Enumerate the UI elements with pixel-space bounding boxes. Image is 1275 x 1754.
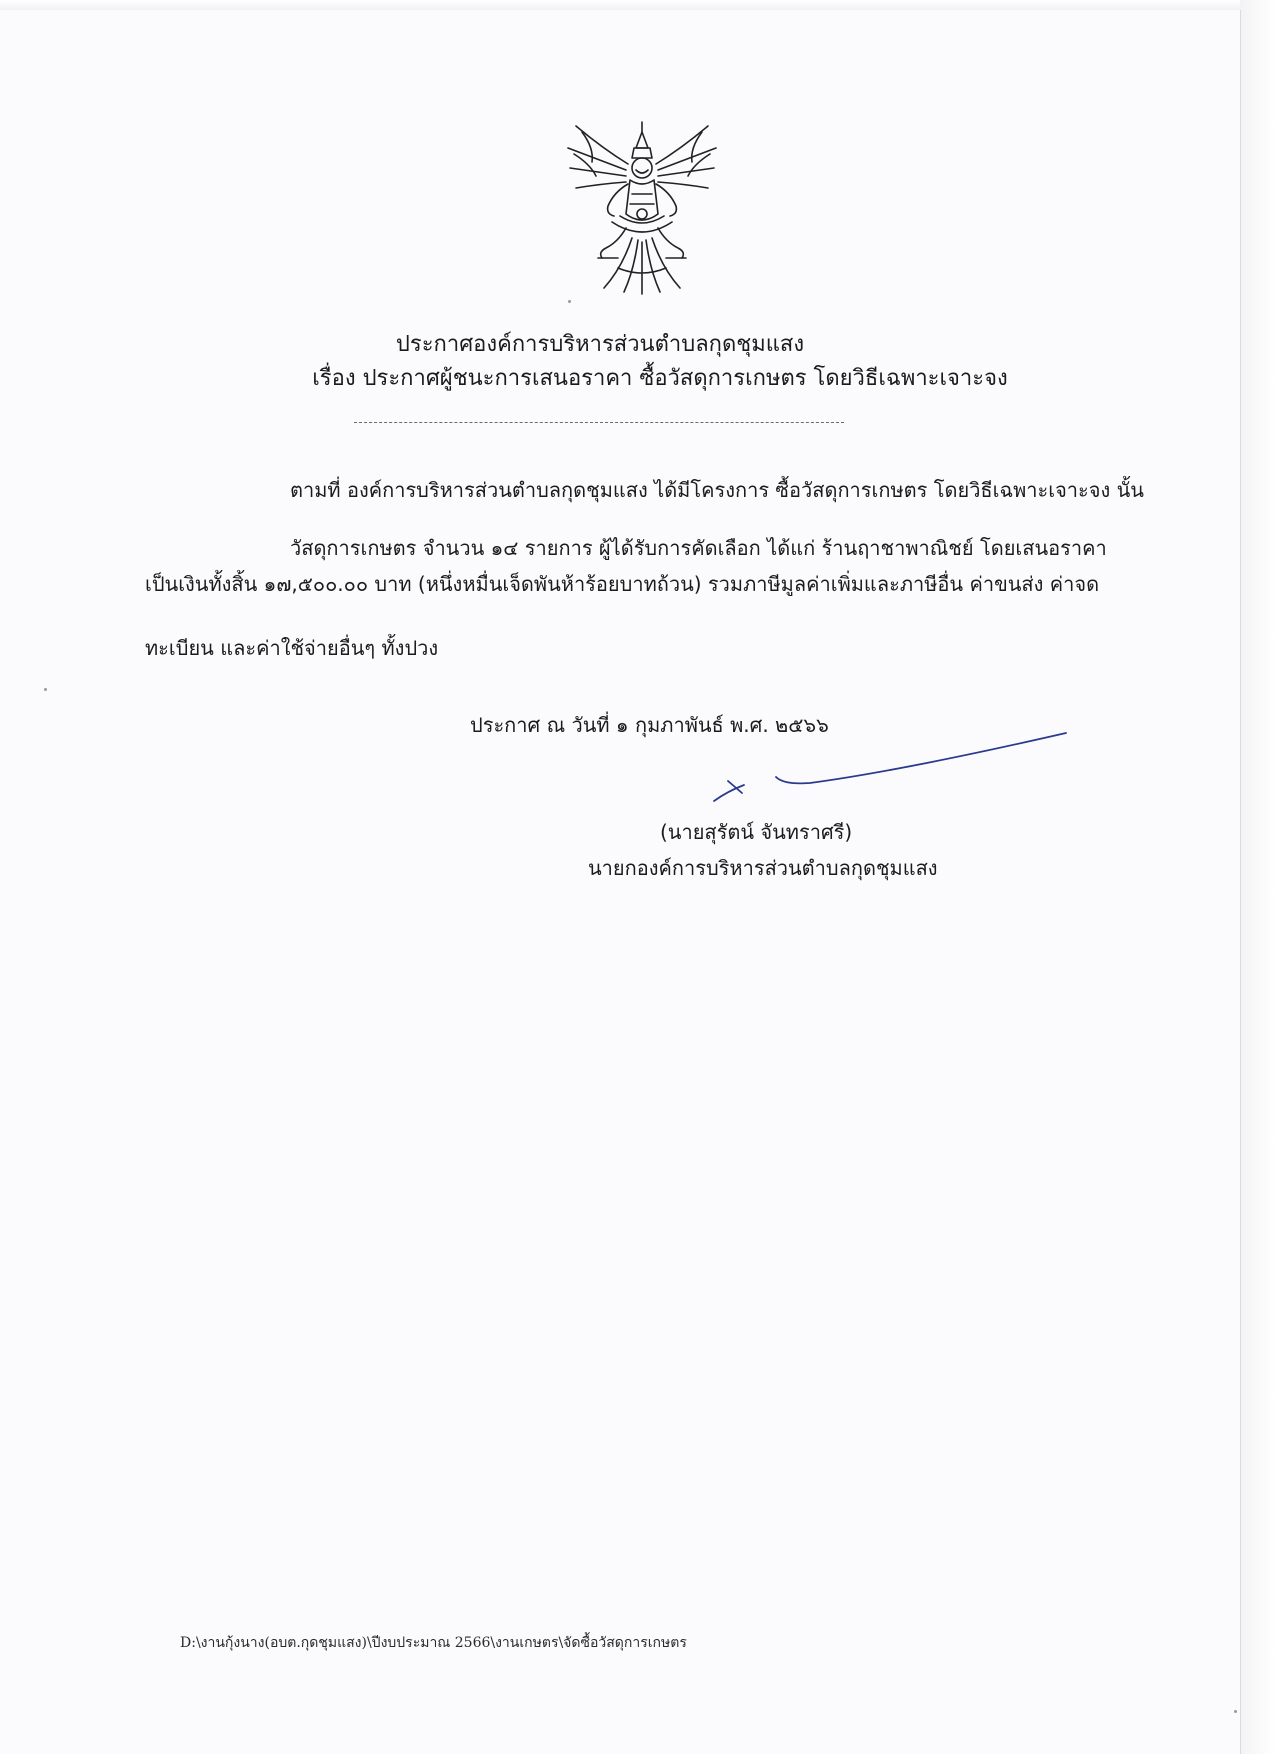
- scan-right-edge: [1240, 0, 1275, 1754]
- paragraph-2-line-3: ทะเบียน และค่าใช้จ่ายอื่นๆ ทั้งปวง: [145, 636, 439, 660]
- handwritten-signature: [700, 725, 1070, 805]
- paragraph-2-line-2: เป็นเงินทั้งสิ้น ๑๗,๕๐๐.๐๐ บาท (หนึ่งหมื่นเจ็ดพันห้าร้อยบาทถ้วน) รวมภาษีมูลค่าเพิ่มและภาษีอื่น ค่าขนส่ง ค่าจด: [145, 572, 1100, 596]
- garuda-emblem: [562, 118, 722, 296]
- scan-speck: [568, 300, 571, 303]
- announcement-date: ประกาศ ณ วันที่ ๑ กุมภาพันธ์ พ.ศ. ๒๕๖๖: [470, 713, 829, 737]
- paragraph-2-line-1: วัสดุการเกษตร จำนวน ๑๔ รายการ ผู้ได้รับการคัดเลือก ได้แก่ ร้านฤาชาพาณิชย์ โดยเสนอราคา: [290, 536, 1107, 560]
- scan-top-edge: [0, 0, 1240, 10]
- title-divider: [354, 422, 844, 423]
- scan-speck: [44, 688, 47, 691]
- signatory-position: นายกองค์การบริหารส่วนตำบลกุดชุมแสง: [588, 856, 938, 880]
- signatory-name: (นายสุรัตน์ จันทราศรี): [660, 820, 853, 844]
- document-page: [0, 10, 1240, 1754]
- footer-file-path: D:\งานกุ้งนาง(อบต.กุดชุมแสง)\ปีงบประมาณ 2566\งานเกษตร\จัดซื้อวัสดุการเกษตร: [180, 1635, 687, 1651]
- paragraph-1: ตามที่ องค์การบริหารส่วนตำบลกุดชุมแสง ได้มีโครงการ ซื้อวัสดุการเกษตร โดยวิธีเฉพาะเจาะจง นั้น: [290, 478, 1144, 502]
- announcement-subject: เรื่อง ประกาศผู้ชนะการเสนอราคา ซื้อวัสดุการเกษตร โดยวิธีเฉพาะเจาะจง: [312, 366, 1008, 391]
- scan-speck: [1234, 1710, 1237, 1713]
- announcement-title: ประกาศองค์การบริหารส่วนตำบลกุดชุมแสง: [395, 332, 805, 357]
